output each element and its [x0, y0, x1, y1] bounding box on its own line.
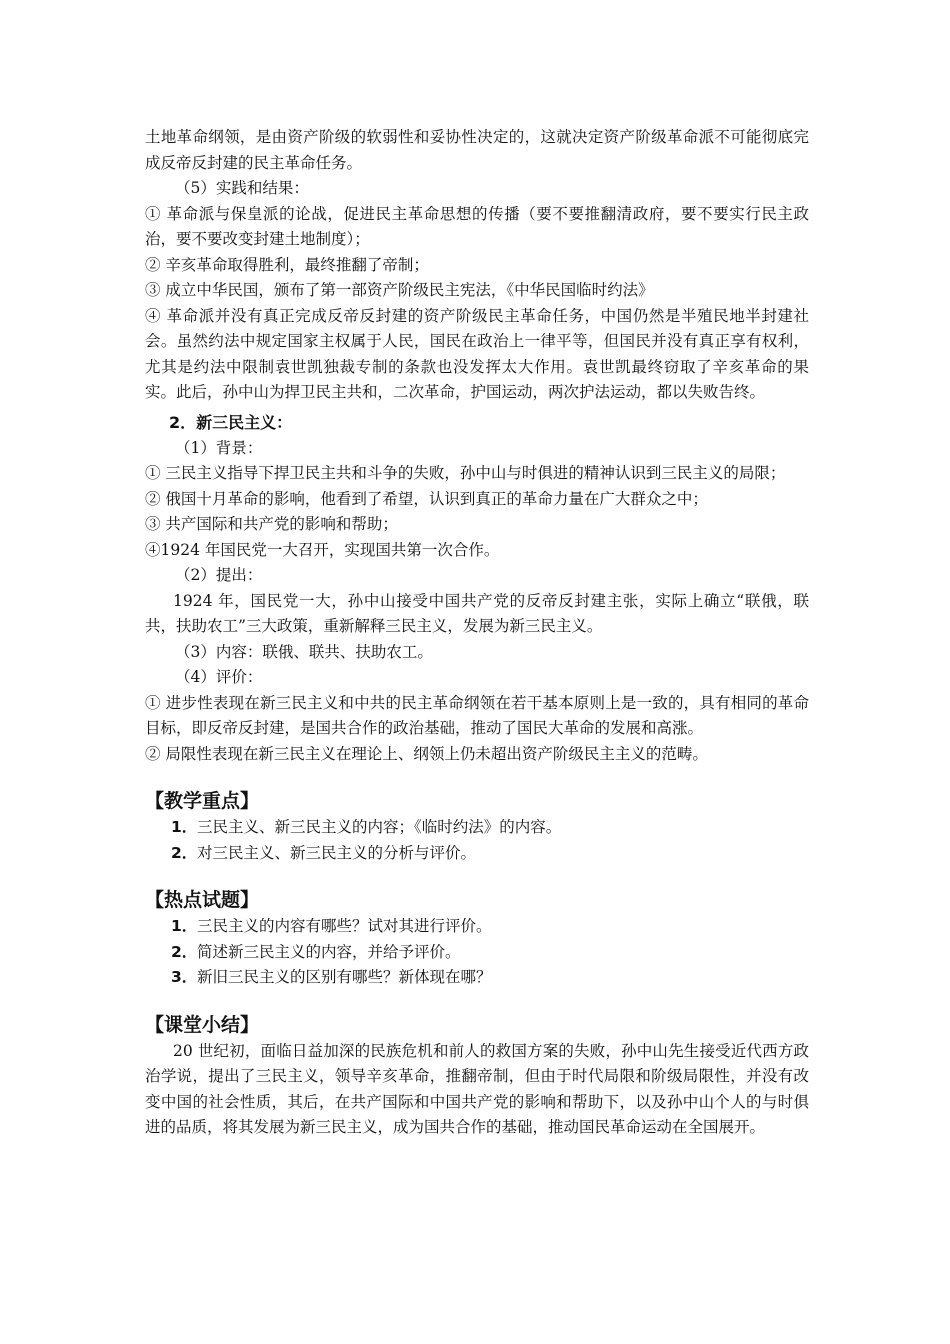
paragraph-proposal: 1924 年，国民党一大，孙中山接受中国共产党的反帝反封建主张，实际上确立“联俄，联共，扶助农工”三大政策，重新解释三民主义，发展为新三民主义。 [145, 591, 809, 635]
list-item [145, 965, 809, 991]
section-title-summary: 【课堂小结】 [145, 1013, 260, 1036]
list-item: ④ 革命派并没有真正完成反帝反封建的资产阶级民主革命任务，中国仍然是半殖民地半封建社会。虽然约法中规定国家主权属于人民，国民在政治上一律平等，但国民并没有真正享有权利，尤其是约法中限制袁世凯独裁专制的条款也没发挥太大作用。袁世凯最终窃取了辛亥革命的果实。此后，孙中山为捍卫民主共和，二次革命，护国运动，两次护法运动，都以失败告终。 [145, 306, 809, 401]
list-text: 对三民主义、新三民主义的分析与评价。 [197, 843, 477, 862]
list-number: 3． [171, 968, 198, 986]
list-number: 1． [171, 917, 198, 935]
subheading-evaluation: （4）评价： [175, 668, 263, 686]
subheading-background: （1）背景： [175, 438, 263, 457]
list-item: ① 进步性表现在新三民主义和中共的民主革命纲领在若干基本原则上是一致的，具有相同的革命目标，即反帝反封建，是国共合作的政治基础，推动了国民大革命的发展和高涨。 [145, 693, 809, 737]
list-item [145, 940, 809, 966]
list-text: 新旧三民主义的区别有哪些？新体现在哪？ [197, 968, 492, 986]
list-text: 三民主义、新三民主义的内容；《临时约法》的内容。 [197, 818, 562, 836]
heading-new-three-principles: 2．新三民主义： [169, 412, 293, 432]
subheading-proposal: （2）提出： [175, 566, 263, 584]
list-item: ① 三民主义指导下捍卫民主共和斗争的失败，孙中山与时俱进的精神认识到三民主义的局限； [145, 464, 786, 482]
list-item: ③ 共产国际和共产党的影响和帮助； [145, 515, 398, 533]
list-number: 1． [171, 818, 198, 836]
list-item: ① 革命派与保皇派的论战，促进民主革命思想的传播（要不要推翻清政府，要不要实行民主政治，要不要改变封建土地制度）； [145, 204, 809, 248]
list-item: ② 俄国十月革命的影响，他看到了希望，认识到真正的革命力量在广大群众之中； [145, 489, 708, 508]
paragraph-summary: 20 世纪初，面临日益加深的民族危机和前人的救国方案的失败，孙中山先生接受近代西方政治学说，提出了三民主义，领导辛亥革命，推翻帝制，但由于时代局限和阶级局限性，并没有改变中国的社会性质，其后，在共产国际和中国共产党的影响和帮助下，以及孙中山个人的与时俱进的品质，将其发展为新三民主义，成为国共合作的基础，推动国民革命运动在全国展开。 [145, 1041, 809, 1136]
paragraph-intro: 土地革命纲领，是由资产阶级的软弱性和妥协性决定的，这就决定资产阶级革命派不可能彻底完成反帝反封建的民主革命任务。 [145, 128, 809, 172]
document-body [145, 125, 809, 1141]
list-item: ② 辛亥革命取得胜利，最终推翻了帝制； [145, 255, 429, 274]
subheading-practice-results: （5）实践和结果： [175, 179, 309, 197]
list-item: ② 局限性表现在新三民主义在理论上、纲领上仍未超出资产阶级民主主义的范畴。 [145, 744, 708, 763]
list-text: 三民主义的内容有哪些？试对其进行评价。 [197, 917, 492, 935]
list-item: ④1924 年国民党一大召开，实现国共第一次合作。 [145, 540, 500, 559]
list-number: 2． [171, 843, 198, 862]
list-item [145, 815, 809, 841]
list-item: ③ 成立中华民国，颁布了第一部资产阶级民主宪法，《中华民国临时约法》 [145, 281, 654, 299]
subheading-content: （3）内容：联俄、联共、扶助农工。 [175, 642, 433, 661]
list-item [145, 914, 809, 940]
list-text: 简述新三民主义的内容，并给予评价。 [197, 942, 461, 961]
list-item [145, 841, 809, 867]
section-title-hot-questions: 【热点试题】 [145, 889, 260, 911]
section-title-teaching-focus: 【教学重点】 [145, 790, 260, 812]
list-number: 2． [171, 942, 198, 961]
